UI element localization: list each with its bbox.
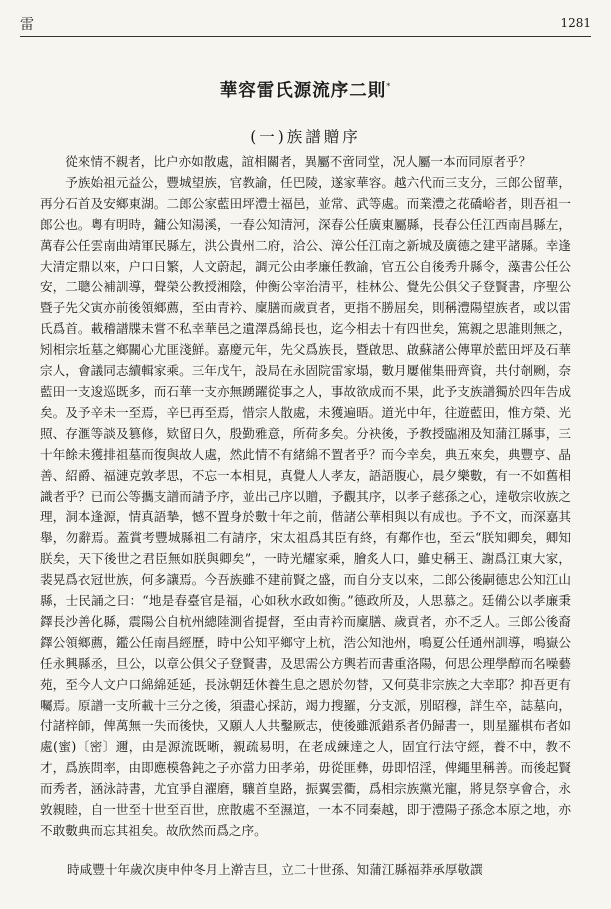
- paragraph-intro: 從來情不親者，比户亦如散處，誼相關者，異屬不啻同堂，况人屬一本而同原者乎？: [65, 154, 532, 169]
- signoff-line: 時咸豐十年歲次庚申仲冬月上澣吉旦，立二十世孫、知蒲江縣福莽承厚敬譔: [67, 862, 483, 877]
- section-subtitle: (一)族譜贈序: [250, 128, 361, 146]
- title-text: 華容雷氏源流序二則: [219, 81, 387, 101]
- running-header: [20, 14, 591, 37]
- title-note-marker: *: [386, 82, 392, 92]
- document-body: [40, 152, 571, 842]
- document-title: [0, 77, 611, 102]
- page-number: 1281: [560, 16, 591, 30]
- paragraph-main: 予族始祖元益公，豐城望族，官教諭，任巴陵，遂家華容。越六代而三支分，三郎公留華，再分石首及安鄉東湖。二郎公家藍田坪澧士福邑，並常、武等處。而業澧之花礄峪者，則吾祖一郎公也。粵有明時，鏞公知湯溪，一春公知清河，深春公任廣東屬縣，長春公任江西南昌縣左，萬春公任雲南曲靖軍民縣左，洪公貴州二府，洽公、漳公任江南之新城及廣德之建平諸縣。幸逢大清定鼎以來，户口日繁，人文蔚起，調元公由孝廉任教諭，官五公自後秀升縣令，藻書公任公安，二聰公補訓導，聲榮公教授湘陰，仲衡公宰治清平，桂林公、覺先公俱父子登賢書，序聖公暨子先父寅亦前後領鄉薦，至由青衿、廩膳而歲貢者，更指不勝屈矣，則稱澧陽望族者，或以雷氏爲首。載稽譜牒未嘗不私幸華邑之遺澤爲綿長也，迄今相去十有四世矣，篤親之思誰則無之，矧相宗坵墓之鄉關心尤匪淺鮮。嘉慶元年，先父爲族長，暨啟思、啟蘇諸公傳單於藍田坪及石華宗人，會議同志續輯家乘。三年戊午，設局在永固院雷家塌，數月屢催集冊齊資，共付剞劂，奈藍田一支逡巡既多，而石華一支亦無踴躍從事之人，事故欲成而不果，此予支族譜獨於四年告成矣。及予辛未一至焉，辛巳再至焉，惜宗人散處，未獲遍晤。道光中年，往遊藍田，惟方榮、光照、存滙等談及篡修，欵留日久，殷勤雅意，所荷多矣。分袂後，予教授臨湘及知蒲江縣事，三十年餘未獲排祖墓而復與故人處，然此情不有緒綿不置者乎？而今幸矣，典五來矣，典豐亨、晶善、紹爵、福漣克敦孝思，不忘一本相見，真覺人人孝友，語語腹心，晨夕樂數，有一不如舊相識者乎？已而公等攜支譜而請予序，並出己序以贈，予觀其序，以孝子慈孫之心，達敬宗收族之理，洞本逢源，情真語摯，憾不置身於數十年之前，偕諸公華相與以有成也。予不文，而深嘉其舉，勿辭焉。蓋賞考豐城縣祖二有請序，宋太祖爲其臣有終，有鄰作也，至云“朕知卿矣，卿知朕矣，天下後世之君臣無如朕與卿矣”，一時光耀家乘，膾炙人口，雖史稱王、謝爲江東大家，裴晃爲衣冠世族，何多讓焉。今吾族雖不建前賢之盛，而自分支以來，二郎公後嗣德忠公知江山縣，士民誦之曰：“地是春臺官是福，心如秋水政如衡。”德政所及，人思慕之。廷備公以孝廉秉鐸長沙善化縣，震陽公自杭州總陸測省提督，至由青衿而廩膳、歲貢者，亦不乏人。三郎公後裔鐸公領鄉薦，鑑公任南昌經歷，時中公知平鄉守上杭，浩公知池州，鳴夏公任通州訓導，鳴嶽公任永興縣丞，旦公，以章公俱父子登賢書，及思需公方輿若而書重洛陽，何思公理學醇而名噪藝苑，至今人文户口綿綿延延，長泳朝廷休養生息之恩於勿替，又何莫非宗族之大幸耶？抑吾更有囑焉。原譜一支所載十三分之後，須盡心採訪，竭力搜羅，分支派，別昭穆，詳生卒，誌墓向，付諸梓師，俾萬無一失而後快，又願人人共鑿厥志，使後雖派錯系者仍歸書一，則星羅棋布者如處(蜜)〔密〕邇，由是源流既晰，親疏易明，在老成練達之人，固宜行法守經，養不中，教不才，爲族問率，由即應模魯鈍之子亦當力田孝弟，毋從匪彝，毋即怊淫，俾繩里稱善。而後起賢而秀者，涵泳詩書，尤宜爭自濯磨，驤首皇路，振翼雲衢，爲相宗族黨光寵，將見祭享會合，永敦親睦，自一世至十世至百世，庶散處不至濕逭，一本不同秦越，即于澧陽子孫念本原之地，亦不敢數典而忘其祖矣。故欣然而爲之序。: [40, 174, 571, 838]
- section-character: 雷: [20, 17, 34, 33]
